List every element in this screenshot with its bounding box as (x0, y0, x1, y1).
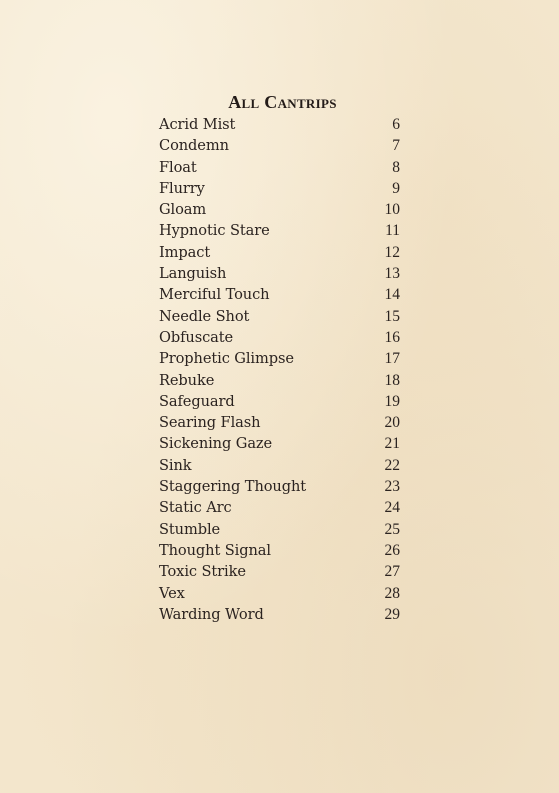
toc-entry-name: Acrid Mist (159, 116, 236, 133)
toc-entry-page-number: 29 (384, 605, 400, 623)
toc-entry[interactable] (159, 348, 400, 369)
toc-entry-page-number: 25 (384, 520, 400, 538)
toc-entry-page-number: 9 (392, 179, 400, 197)
toc-entry[interactable] (159, 412, 400, 433)
toc-entry-page-number: 14 (384, 286, 400, 304)
toc-entry-page-number: 18 (384, 371, 400, 389)
toc-entry-name: Vex (159, 584, 185, 602)
toc-entry[interactable] (159, 455, 400, 476)
toc-entry-list (159, 114, 400, 625)
toc-entry[interactable] (159, 199, 400, 220)
toc-entry-page-number: 27 (384, 563, 400, 581)
toc-entry[interactable] (159, 497, 400, 518)
toc-entry[interactable] (159, 583, 400, 604)
toc-entry-name: Safeguard (159, 392, 235, 410)
toc-entry-name: Condemn (159, 137, 229, 155)
toc-entry-name: Warding Word (159, 605, 264, 623)
toc-entry-page-number: 24 (384, 499, 400, 517)
toc-entry[interactable] (159, 561, 400, 582)
toc-entry-page-number: 20 (384, 414, 400, 432)
toc-entry-name: Impact (159, 243, 211, 261)
toc-entry-name: Sink (159, 456, 192, 474)
table-of-contents (159, 90, 400, 625)
toc-entry[interactable] (159, 519, 400, 540)
toc-entry[interactable] (159, 476, 400, 497)
toc-entry-page-number: 6 (392, 116, 400, 133)
toc-entry[interactable] (159, 391, 400, 412)
toc-entry[interactable] (159, 242, 400, 263)
toc-entry-name: Searing Flash (159, 414, 261, 432)
toc-entry-name: Staggering Thought (159, 478, 307, 496)
toc-entry-page-number: 8 (392, 158, 400, 176)
toc-entry[interactable] (159, 263, 400, 284)
toc-entry-page-number: 15 (384, 307, 400, 325)
toc-entry-name: Toxic Strike (159, 563, 246, 581)
toc-entry-page-number: 11 (385, 222, 400, 240)
toc-entry-name: Gloam (159, 201, 207, 219)
toc-entry-page-number: 19 (384, 392, 400, 410)
toc-entry[interactable] (159, 540, 400, 561)
toc-entry-page-number: 12 (384, 243, 400, 261)
toc-entry[interactable] (159, 370, 400, 391)
toc-entry-name: Needle Shot (159, 307, 250, 325)
toc-entry-page-number: 17 (384, 350, 400, 368)
toc-entry-name: Merciful Touch (159, 286, 270, 304)
toc-entry-name: Obfuscate (159, 328, 234, 346)
toc-entry[interactable] (159, 433, 400, 454)
toc-entry-name: Prophetic Glimpse (159, 350, 294, 368)
toc-entry[interactable] (159, 178, 400, 199)
toc-entry-name: Flurry (159, 179, 205, 197)
toc-title: All Cantrips (228, 92, 337, 112)
toc-entry-name: Languish (159, 265, 227, 283)
toc-entry-name: Float (159, 158, 197, 176)
toc-entry[interactable] (159, 327, 400, 348)
toc-entry[interactable] (159, 284, 400, 305)
toc-entry-name: Stumble (159, 520, 221, 538)
toc-entry-page-number: 23 (384, 478, 400, 496)
toc-entry[interactable] (159, 306, 400, 327)
toc-entry-page-number: 21 (384, 435, 400, 453)
toc-entry-page-number: 26 (384, 541, 400, 559)
toc-entry-name: Sickening Gaze (159, 435, 273, 453)
toc-entry-page-number: 22 (384, 456, 400, 474)
toc-entry[interactable] (159, 604, 400, 625)
toc-entry[interactable] (159, 157, 400, 178)
toc-entry-name: Static Arc (159, 499, 232, 517)
toc-entry[interactable] (159, 220, 400, 241)
toc-entry-page-number: 16 (384, 328, 400, 346)
toc-entry-page-number: 28 (384, 584, 400, 602)
toc-entry-name: Hypnotic Stare (159, 222, 270, 240)
toc-entry-page-number: 13 (384, 265, 400, 283)
toc-entry-page-number: 10 (384, 201, 400, 219)
toc-entry-page-number: 7 (392, 137, 400, 155)
toc-entry-name: Thought Signal (159, 541, 271, 559)
toc-entry[interactable] (159, 135, 400, 156)
toc-entry-name: Rebuke (159, 371, 215, 389)
toc-entry[interactable] (159, 114, 400, 135)
